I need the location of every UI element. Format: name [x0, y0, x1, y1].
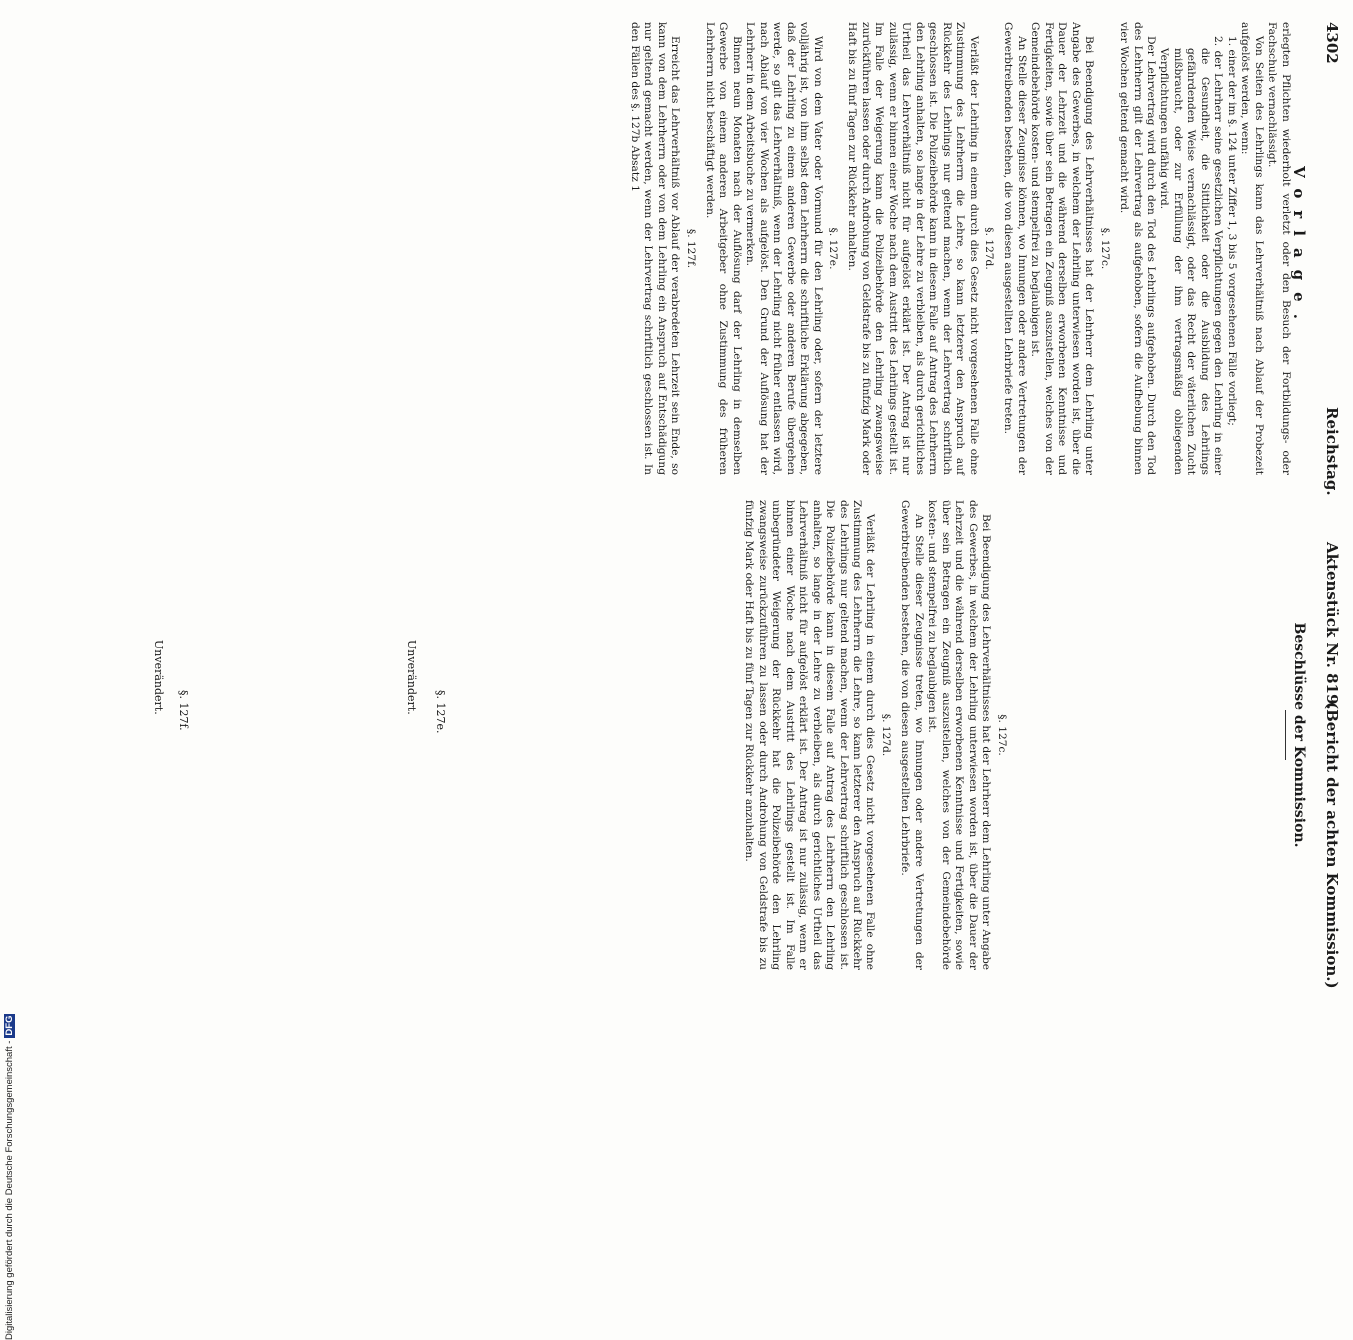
report-name: (Bericht der achten Kommission.)	[1323, 702, 1341, 989]
section-heading: §. 127d.	[983, 227, 996, 270]
unchanged-note: Unverändert.	[152, 640, 165, 715]
section-heading: §. 127c.	[1098, 227, 1111, 270]
column-vorlage	[627, 22, 1308, 475]
section-heading: §. 127c.	[995, 714, 1008, 756]
paragraph: Binnen neun Monaten nach der Auflösung darf der Lehrling in demselben Gewerbe von einem anderen Arbeitgeber ohne Zustimmung des früheren Lehrherrn nicht beschäftigt werden.	[703, 22, 743, 475]
section-heading: §. 127e.	[827, 227, 840, 270]
digitization-credit	[4, 1014, 15, 1340]
spacer	[1014, 500, 1269, 970]
page-number: 4302	[1323, 22, 1341, 64]
section-heading: §. 127e.	[434, 690, 447, 734]
column-beschluesse	[742, 500, 1305, 970]
paragraph: Von Seiten des Lehrlings kann das Lehrverhältniß nach Ablauf der Probezeit aufgelöst werden, wenn:	[1239, 22, 1265, 475]
section-heading: §. 127f.	[684, 228, 697, 269]
paragraph: Bei Beendigung des Lehrverhältnisses hat der Lehrherr dem Lehrling unter Angabe des Gewerbes, in welchem der Lehrling unterwiesen worden ist, über die Dauer der Lehrzeit und die während derselben erworbenen Kenntnisse und Fertigkeiten, sowie über sein Betragen ein Zeugniß auszustellen, welches von der Gemeindebehörde kosten- und stempelfrei zu beglaubigen ist.	[926, 500, 993, 970]
list-item: 1. einer der im §. 124 unter Ziffer 1, 3 bis 5 vorgesehenen Fälle vorliegt;	[1225, 36, 1238, 426]
page-header	[1315, 22, 1341, 989]
paragraph: Bei Beendigung des Lehrverhältnisses hat der Lehrherr dem Lehrling unter Angabe des Gewerbes, in welchem der Lehrling unterwiesen worden ist, über die Dauer der Lehrzeit und die während derselben erworbenen Kenntnisse und Fertigkeiten, sowie über sein Betragen ein Zeugniß auszustellen, welches von der Gemeindebehörde kosten- und stempelfrei zu beglaubigen ist.	[1029, 22, 1096, 475]
document-number: Aktenstück Nr. 819.	[1323, 542, 1341, 710]
paragraph: Wird von dem Vater oder Vormund für den Lehrling oder, sofern der letztere volljährig ist, von ihm selbst dem Lehrherrn die schriftliche Erklärung abgegeben, daß der Lehrling zu einem anderen Gewerbe oder anderen Berufe übergehen werde, so gilt das Lehrverhältniß, wenn der Lehrling nicht früher entlassen wird, nach Ablauf von vier Wochen als aufgelöst. Den Grund der Auflösung hat der Lehrherr in dem Arbeitsbuche zu vermerken.	[744, 22, 824, 475]
section-heading: §. 127d.	[879, 713, 892, 757]
section-heading: §. 127f.	[177, 690, 190, 731]
title-rule	[1285, 710, 1286, 760]
credit-text: Digitalisierung gefördert durch die Deutsche Forschungsgemeinschaft -	[4, 1040, 15, 1340]
dfg-logo: DFG	[4, 1015, 15, 1036]
assembly-name: Reichstag.	[1323, 407, 1341, 496]
column-title-beschluesse: Beschlüsse der Kommission.	[1291, 622, 1307, 848]
list-item: 2. der Lehrherr seine gesetzlichen Verpflichtungen gegen den Lehrling in einer die Gesundheit, die Sittlichkeit oder die Ausbildung des Lehrlings gefährdenden Weise vernachlässigt, oder das Recht der väterlichen Zucht mißbraucht, oder zur Erfüllung der ihm vertragsmäßig obliegenden Verpflichtungen unfähig wird.	[1158, 36, 1225, 475]
paragraph: An Stelle dieser Zeugnisse können, wo Innungen oder andere Vertretungen der Gewerbtreibenden bestehen, die von diesen ausgestellten Lehrbriefe treten.	[1002, 22, 1028, 475]
paragraph: Verläßt der Lehrling in einem durch dies Gesetz nicht vorgesehenen Falle ohne Zustimmung des Lehrherrn die Lehre, so kann letzterer den Anspruch auf Rückkehr des Lehrlings nur geltend machen, wenn der Lehrvertrag schriftlich geschlossen ist. Die Polizeibehörde kann in diesem Falle auf Antrag des Lehrherrn den Lehrling anhalten, so lange in der Lehre zu verbleiben, als durch gerichtliches Urtheil das Lehrverhältniß nicht für aufgelöst erklärt ist. Der Antrag ist nur zulässig, wenn er binnen einer Woche nach dem Austritt des Lehrlings gestellt ist. Im Falle der Weigerung kann die Polizeibehörde den Lehrling zwangsweise zurückführen lassen oder durch Androhung von Geldstrafe bis zu fünfzig Mark oder Haft bis zu fünf Tagen zur Rückkehr anhalten.	[846, 22, 980, 475]
paragraph: An Stelle dieser Zeugnisse treten, wo Innungen oder andere Vertretungen der Gewerbtreibenden bestehen, die von diesen ausgestellten Lehrbriefe.	[899, 500, 925, 970]
paragraph: Erreicht das Lehrverhältniß vor Ablauf der verabredeten Lehrzeit sein Ende, so kann von dem Lehrherrn oder von dem Lehrling ein Anspruch auf Entschädigung nur geltend gemacht werden, wenn der Lehrvertrag schriftlich geschlossen ist. In den Fällen des §. 127b Absatz 1	[628, 22, 682, 475]
paragraph: Der Lehrvertrag wird durch den Tod des Lehrlings aufgehoben. Durch den Tod des Lehrherrn gilt der Lehrvertrag als aufgehoben, sofern die Aufhebung binnen vier Wochen geltend gemacht wird.	[1118, 22, 1158, 475]
paragraph: erlegten Pflichten wiederholt verletzt oder den Besuch der Fortbildungs- oder Fachschule vernachlässigt.	[1266, 22, 1292, 475]
unchanged-note: Unverändert.	[405, 640, 418, 715]
column-title-vorlage: Vorlage.	[1290, 166, 1308, 331]
paragraph: Verläßt der Lehrling in einem durch dies Gesetz nicht vorgesehenen Falle ohne Zustimmung des Lehrherrn die Lehre, so kann letzterer den Anspruch auf Rückkehr des Lehrlings nur geltend machen, wenn der Lehrvertrag schriftlich geschlossen ist. Die Polizeibehörde kann in diesem Falle auf Antrag des Lehrherrn den Lehrling anhalten, so lange in der Lehre zu verbleiben, als durch gerichtliches Urtheil das Lehrverhältniß nicht für aufgelöst erklärt ist. Der Antrag ist nur zulässig, wenn er binnen einer Woche nach dem Austritt des Lehrlings gestellt ist. Im Falle unbegründeter Weigerung der Rückkehr hat die Polizeibehörde den Lehrling zwangsweise zurückzuführen zu lassen oder durch Androhung von Geldstrafe bis zu fünfzig Mark oder Haft bis zu fünf Tagen zur Rückkehr anzuhalten.	[743, 500, 877, 970]
